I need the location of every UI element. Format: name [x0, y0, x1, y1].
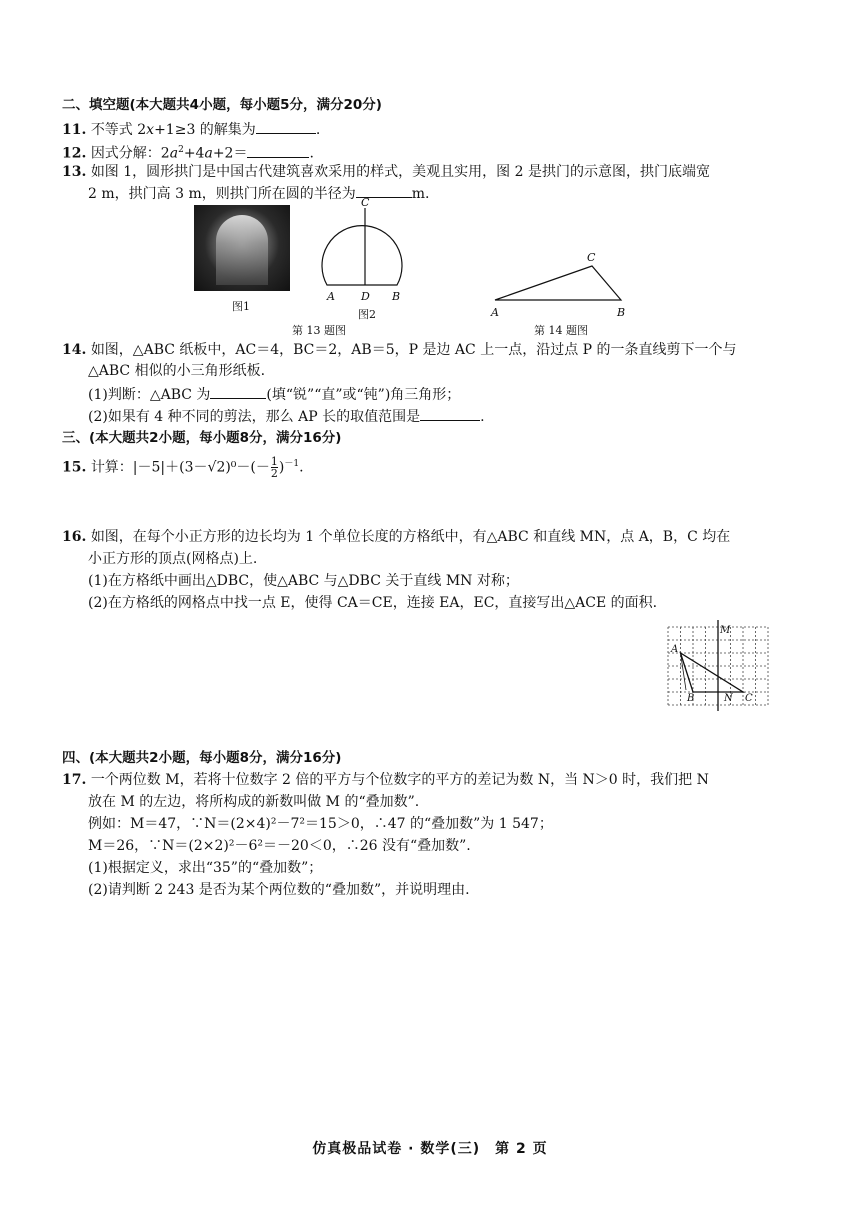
question-number: 12.	[62, 145, 87, 162]
arch-gate-photo	[194, 205, 290, 291]
question-11	[62, 119, 320, 139]
q12-text-d: .	[309, 145, 314, 162]
arch-outline	[322, 226, 402, 285]
q16-part-2: (2)在方格纸的网格点中找一点 E，使得 CA＝CE，连接 EA，EC，直接写出△ACE 的面积.	[88, 595, 658, 611]
q13-line-2b: m.	[411, 186, 430, 202]
q16-line-2: 小正方形的顶点(网格点)上.	[88, 551, 258, 567]
question-13-line-1	[62, 163, 710, 181]
q11-var-x: x	[146, 122, 155, 138]
q12-var-a2: a	[204, 145, 213, 162]
q12-text-a: 因式分解：2	[90, 145, 170, 162]
label-c: C	[745, 693, 753, 704]
q17-example-2: M＝26，∵N＝(2×2)²－6²＝－20＜0，∴26 没有“叠加数”.	[88, 838, 471, 854]
q17-line-1: 一个两位数 M，若将十位数字 2 倍的平方与个位数字的平方的差记为数 N，当 N＞0 时，我们把 N	[90, 772, 709, 788]
q15-end: .	[299, 459, 304, 476]
fraction-one-half	[271, 456, 278, 479]
label-a: A	[491, 306, 499, 319]
q17-line-2: 放在 M 的左边，将所构成的新数叫做 M 的“叠加数”.	[88, 794, 420, 810]
question-12	[62, 141, 314, 163]
question-number: 16.	[62, 529, 87, 545]
answer-blank	[247, 143, 309, 158]
triangle-abc	[681, 653, 744, 692]
label-b: B	[617, 306, 626, 319]
answer-blank	[210, 384, 266, 399]
question-number: 17.	[62, 772, 87, 788]
q12-exponent: 2	[178, 145, 184, 155]
arch-diagram	[315, 195, 410, 300]
label-c: C	[587, 251, 596, 264]
q14-part-2a: (2)如果有 4 种不同的剪法，那么 AP 长的取值范围是	[88, 409, 421, 425]
section-4-heading: 四、(本大题共2小题，每小题8分，满分16分)	[62, 750, 342, 766]
label-n: N	[724, 693, 733, 704]
grid-figure	[662, 618, 770, 712]
fig-14-caption: 第 14 题图	[534, 324, 588, 337]
triangle-abc-figure	[485, 255, 630, 305]
q11-text-a: 不等式 2	[90, 122, 147, 138]
q13-line-1: 如图 1，圆形拱门是中国古代建筑喜欢采用的样式，美观且实用，图 2 是拱门的示意图，拱门底端宽	[90, 164, 710, 180]
fig-2-caption: 图2	[358, 308, 376, 321]
q17-part-2: (2)请判断 2 243 是否为某个两位数的“叠加数”，并说明理由.	[88, 882, 470, 898]
fig-13-caption: 第 13 题图	[292, 324, 346, 337]
answer-blank	[420, 406, 480, 421]
q15-expression: 计算：|－5|＋(3－√2)⁰－(－	[90, 459, 270, 476]
label-d: D	[361, 290, 370, 303]
q13-line-2a: 2 m，拱门高 3 m，则拱门所在圆的半径为	[88, 186, 356, 202]
label-m: M	[720, 625, 731, 636]
question-number: 14.	[62, 342, 87, 358]
question-17-line-1	[62, 771, 709, 789]
fraction-numerator: 1	[270, 455, 278, 469]
q12-var-a: a	[169, 145, 179, 162]
question-number: 13.	[62, 164, 87, 180]
label-a: A	[671, 644, 679, 655]
label-b: B	[392, 290, 401, 303]
q11-text-b: +1≥3 的解集为	[154, 122, 256, 138]
section-2-heading: 二、填空题(本大题共4小题，每小题5分，满分20分)	[62, 97, 382, 113]
question-15	[62, 455, 304, 479]
q15-exponent: －1	[284, 459, 300, 469]
q14-line-2: △ABC 相似的小三角形纸板.	[88, 363, 266, 379]
q14-part-2b: .	[480, 409, 485, 425]
q17-example-1: 例如：M＝47，∵N＝(2×4)²－7²＝15＞0，∴47 的“叠加数”为 1 547；	[88, 816, 553, 832]
triangle-abc	[495, 266, 621, 300]
label-c: C	[361, 196, 370, 209]
q14-part-1a: (1)判断：△ABC 为	[88, 387, 211, 403]
q12-text-b: +4	[183, 145, 205, 162]
question-14-line-1	[62, 341, 737, 359]
question-16-line-1	[62, 528, 730, 546]
q16-part-1: (1)在方格纸中画出△DBC，使△ABC 与△DBC 关于直线 MN 对称；	[88, 573, 519, 589]
q12-text-c: +2＝	[212, 145, 248, 162]
answer-blank	[256, 119, 316, 134]
q14-part-2	[88, 406, 485, 426]
question-number: 11.	[62, 122, 87, 138]
q17-part-1: (1)根据定义，求出“35”的“叠加数”；	[88, 860, 323, 876]
label-b: B	[687, 693, 695, 704]
question-number: 15.	[62, 459, 87, 476]
section-3-heading: 三、(本大题共2小题，每小题8分，满分16分)	[62, 430, 342, 446]
q14-part-1	[88, 384, 460, 404]
q15-close-paren: )	[278, 459, 285, 476]
fig-1-caption: 图1	[232, 300, 250, 313]
triangle-inner-stroke	[681, 653, 687, 690]
fraction-denominator: 2	[270, 467, 278, 481]
page-footer: 仿真极品试卷 · 数学(三) 第 2 页	[312, 1141, 548, 1157]
q14-part-1b: (填“锐”“直”或“钝”)角三角形；	[266, 387, 461, 403]
arch-opening	[216, 215, 268, 285]
q11-text-c: .	[315, 122, 321, 138]
label-a: A	[327, 290, 335, 303]
q16-line-1: 如图，在每个小正方形的边长均为 1 个单位长度的方格纸中，有△ABC 和直线 MN，点 A，B，C 均在	[90, 529, 731, 545]
q14-line-1: 如图，△ABC 纸板中，AC＝4，BC＝2，AB＝5，P 是边 AC 上一点，沿过点 P 的一条直线剪下一个与	[90, 342, 737, 358]
